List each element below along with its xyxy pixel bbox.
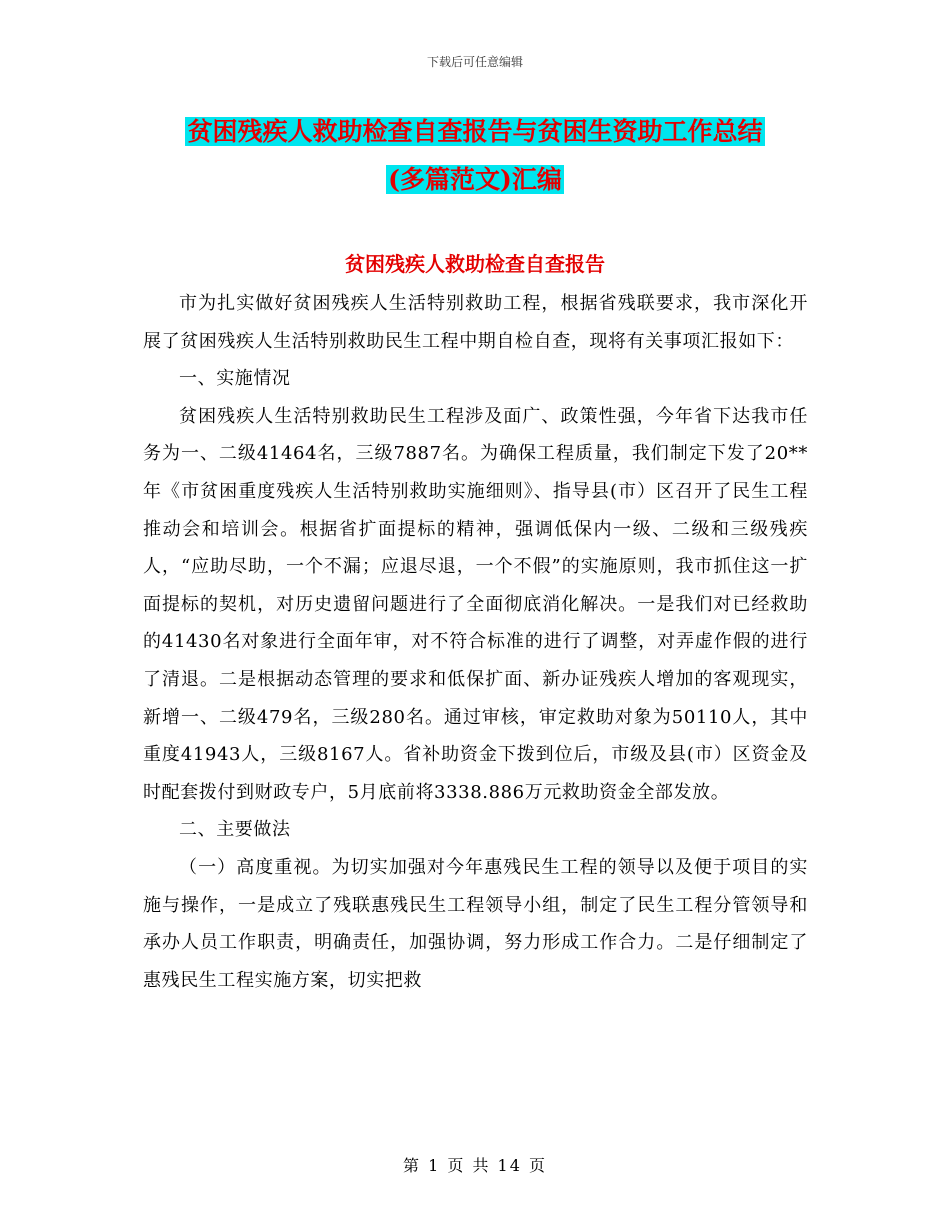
page-footer: 第 1 页 共 14 页 bbox=[403, 1156, 547, 1175]
title-line-2: (多篇范文)汇编 bbox=[388, 165, 562, 194]
paragraph: 一、实施情况 bbox=[179, 368, 291, 390]
header-note: 下载后可任意编辑 bbox=[426, 55, 523, 69]
paragraph: （一）高度重视。为切实加强对今年惠残民生工程的领导以及便于项目的实施与操作，一是成立了残联惠残民生工程领导小组，制定了民生工程分管领导和承办人员工作职责，明确责任，加强协调，努力形成工作合力。二是仔细制定了惠残民生工程实施方案，切实把救 bbox=[143, 856, 808, 991]
body-text bbox=[143, 285, 808, 999]
section-title: 贫困残疾人救助检查自查报告 bbox=[345, 252, 605, 276]
title-line-1: 贫困残疾人救助检查自查报告与贫困生资助工作总结 bbox=[187, 117, 763, 146]
paragraph: 贫困残疾人生活特别救助民生工程涉及面广、政策性强，今年省下达我市任务为一、二级41464名，三级7887名。为确保工程质量，我们制定下发了20**年《市贫困重度残疾人生活特别救助实施细则》、指导县(市）区召开了民生工程推动会和培训会。根据省扩面提标的精神，强调低保内一级、二级和三级残疾人，“应助尽助，一个不漏；应退尽退，一个不假”的实施原则，我市抓住这一扩面提标的契机，对历史遗留问题进行了全面彻底消化解决。一是我们对已经救助的41430名对象进行全面年审，对不符合标准的进行了调整，对弄虚作假的进行了清退。二是根据动态管理的要求和低保扩面、新办证残疾人增加的客观现实，新增一、二级479名，三级280名。通过审核，审定救助对象为50110人，其中重度41943人，三级8167人。省补助资金下拨到位后，市级及县(市）区资金及时配套拨付到财政专户，5月底前将3338.886万元救助资金全部发放。 bbox=[143, 405, 808, 803]
paragraph: 二、主要做法 bbox=[179, 819, 291, 841]
paragraph: 市为扎实做好贫困残疾人生活特别救助工程，根据省残联要求，我市深化开展了贫困残疾人生活特别救助民生工程中期自检自查，现将有关事项汇报如下： bbox=[143, 293, 808, 352]
document-title bbox=[0, 108, 950, 204]
